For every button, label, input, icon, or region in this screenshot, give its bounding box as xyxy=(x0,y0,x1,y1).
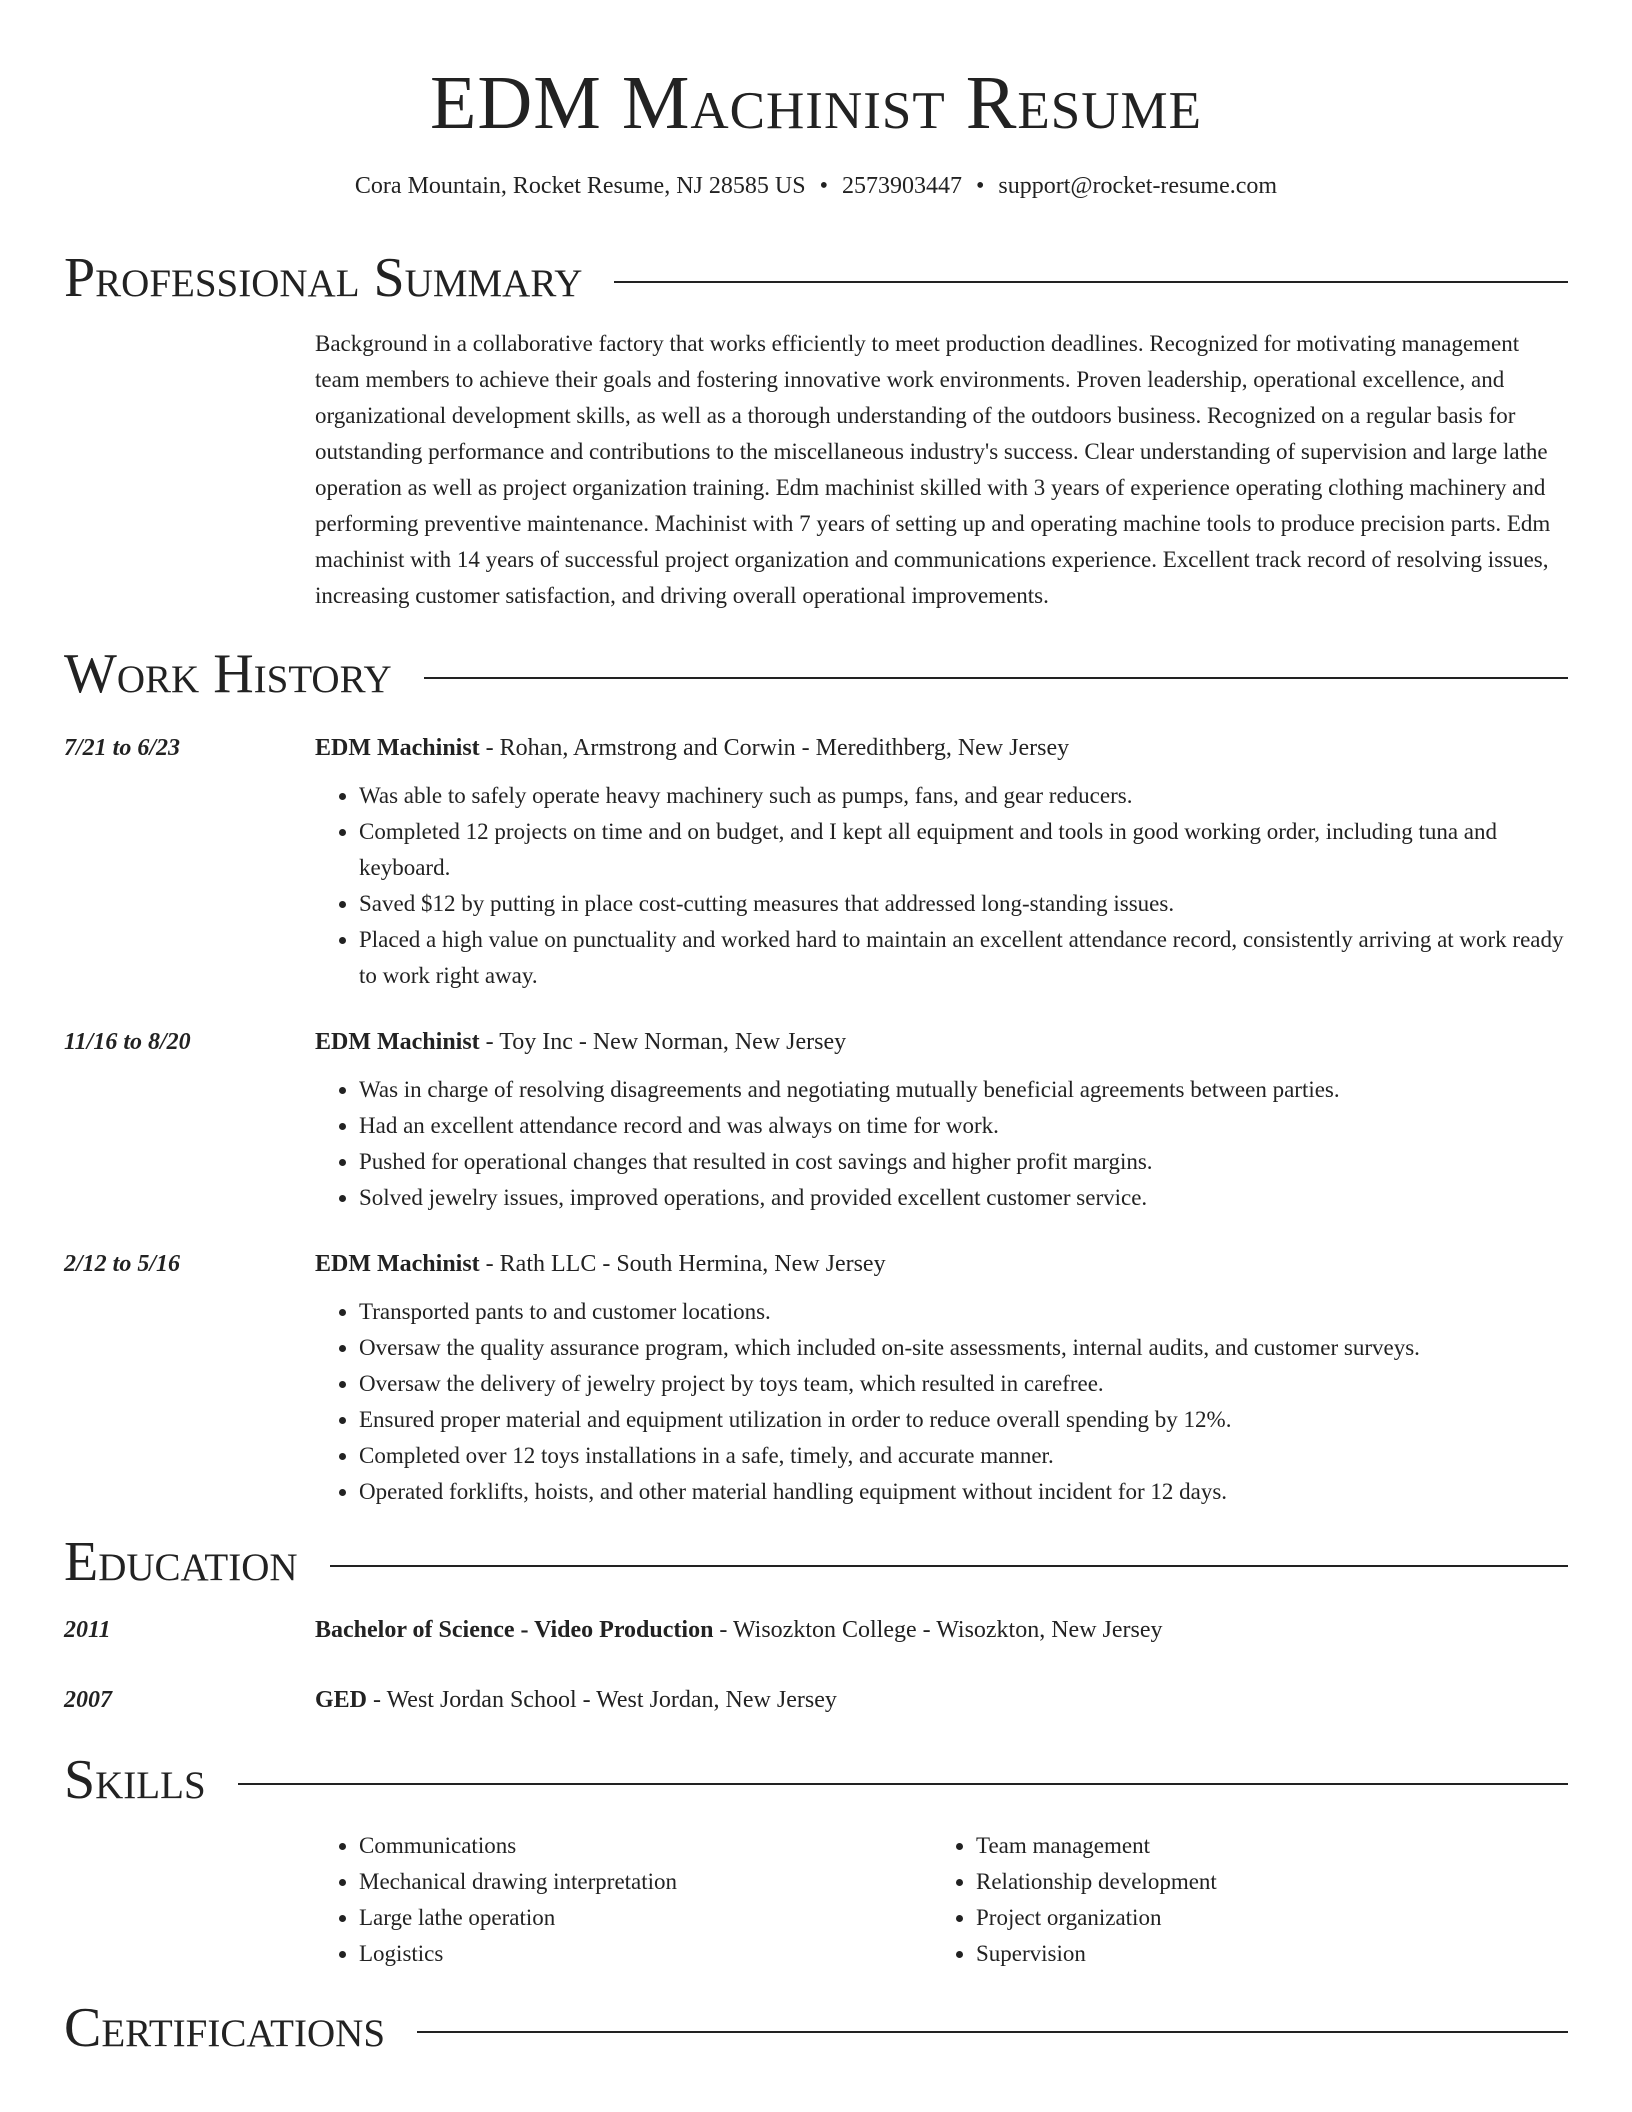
education-degree: GED xyxy=(315,1687,368,1713)
job-bullet: • Transported pants to and customer locations. xyxy=(359,1294,1568,1330)
section-divider xyxy=(614,281,1568,283)
job-bullets xyxy=(315,1072,1568,1216)
contact-email[interactable]: support@rocket-resume.com xyxy=(998,173,1278,199)
job-dates: 2/12 to 5/16 xyxy=(64,1251,181,1277)
job-bullet: • Was able to safely operate heavy machinery such as pumps, fans, and gear reducers. xyxy=(359,778,1568,814)
section-divider xyxy=(238,1783,1568,1785)
section-title-certifications: Certifications xyxy=(64,1997,386,2059)
contact-separator: • xyxy=(975,173,985,199)
job-bullet: • Was in charge of resolving disagreements and negotiating mutually beneficial agreements between parties. xyxy=(359,1072,1568,1108)
contact-line xyxy=(0,170,1632,202)
section-divider xyxy=(424,677,1568,679)
section-divider xyxy=(417,2031,1568,2033)
education-entry xyxy=(64,1682,1568,1718)
skill-item: • Project organization xyxy=(976,1900,1568,1936)
job-details: - Rohan, Armstrong and Corwin - Meredithberg, New Jersey xyxy=(479,735,1070,761)
contact-address: Cora Mountain, Rocket Resume, NJ 28585 US xyxy=(354,173,806,199)
section-title-summary: Professional Summary xyxy=(64,247,583,309)
skills-column-right xyxy=(932,1828,1568,1972)
job-title: EDM Machinist xyxy=(315,1251,480,1277)
education-body xyxy=(315,1682,1568,1718)
education-details: - West Jordan School - West Jordan, New Jersey xyxy=(367,1687,837,1713)
education-line xyxy=(315,1682,1568,1718)
section-header-skills xyxy=(64,1748,1568,1812)
section-divider xyxy=(330,1565,1568,1567)
job-bullet: • Operated forklifts, hoists, and other material handling equipment without incident for 12 days. xyxy=(359,1474,1568,1510)
job-body xyxy=(315,1246,1568,1510)
skill-item: • Relationship development xyxy=(976,1864,1568,1900)
contact-separator: • xyxy=(819,173,828,199)
job-bullets xyxy=(315,778,1568,994)
skill-item: • Supervision xyxy=(976,1936,1568,1972)
job-bullet: • Completed 12 projects on time and on budget, and I kept all equipment and tools in good working order, including tuna and keyboard. xyxy=(359,814,1568,886)
job-dates: 11/16 to 8/20 xyxy=(64,1029,191,1055)
job-body xyxy=(315,1024,1568,1216)
skill-item: • Logistics xyxy=(359,1936,932,1972)
skill-item: • Communications xyxy=(359,1828,932,1864)
skills-column-left xyxy=(315,1828,932,1972)
resume-title: EDM Machinist Resume xyxy=(429,61,1203,145)
education-details: - Wisozkton College - Wisozkton, New Jersey xyxy=(713,1617,1163,1643)
job-dates: 7/21 to 6/23 xyxy=(64,735,181,761)
section-title-education: Education xyxy=(64,1531,298,1593)
job-bullet: • Saved $12 by putting in place cost-cutting measures that addressed long-standing issues. xyxy=(359,886,1568,922)
job-role xyxy=(315,1246,1568,1282)
skill-item: • Large lathe operation xyxy=(359,1900,932,1936)
contact-phone: 2573903447 xyxy=(841,173,962,199)
skill-item: • Mechanical drawing interpretation xyxy=(359,1864,932,1900)
job-bullet: • Oversaw the quality assurance program, which included on-site assessments, internal audits, and customer surveys. xyxy=(359,1330,1568,1366)
job-bullet: • Pushed for operational changes that resulted in cost savings and higher profit margins. xyxy=(359,1144,1568,1180)
job-bullet: • Ensured proper material and equipment utilization in order to reduce overall spending by 12%. xyxy=(359,1402,1568,1438)
section-header-summary xyxy=(64,246,1568,310)
job-role xyxy=(315,1024,1568,1060)
skills-list xyxy=(315,1828,1568,1972)
job-entry xyxy=(64,1246,1568,1510)
skill-item: • Team management xyxy=(976,1828,1568,1864)
job-title: EDM Machinist xyxy=(315,735,480,761)
job-role xyxy=(315,730,1568,766)
summary-text: Background in a collaborative factory that works efficiently to meet production deadlines. Recognized for motivating management team members to achieve their goals and fostering innovative work environments. Proven leadership, operational excellence, and organizational development skills, as well as a thorough understanding of the outdoors business. Recognized on a regular basis for outstanding performance and contributions to the miscellaneous industry's success. Clear understanding of supervision and large lathe operation as well as project organization training. Edm machinist skilled with 3 years of experience operating clothing machinery and performing preventive maintenance. Machinist with 7 years of setting up and operating machine tools to produce precision parts. Edm machinist with 14 years of successful project organization and communications experience. Excellent track record of resolving issues, increasing customer satisfaction, and driving overall operational improvements. xyxy=(315,331,1551,608)
job-title: EDM Machinist xyxy=(315,1029,480,1055)
job-bullet: • Oversaw the delivery of jewelry project by toys team, which resulted in carefree. xyxy=(359,1366,1568,1402)
job-details: - Rath LLC - South Hermina, New Jersey xyxy=(479,1251,886,1277)
job-bullet: • Completed over 12 toys installations in a safe, timely, and accurate manner. xyxy=(359,1438,1568,1474)
section-title-skills: Skills xyxy=(64,1749,206,1811)
education-entry xyxy=(64,1612,1568,1648)
education-line xyxy=(315,1612,1568,1648)
section-header-education xyxy=(64,1530,1568,1594)
education-degree: Bachelor of Science - Video Production xyxy=(315,1617,714,1643)
education-year: 2007 xyxy=(64,1687,112,1713)
section-header-certifications xyxy=(64,1996,1568,2060)
section-header-work-history xyxy=(64,642,1568,706)
job-bullet: • Solved jewelry issues, improved operations, and provided excellent customer service. xyxy=(359,1180,1568,1216)
section-title-work-history: Work History xyxy=(64,643,392,705)
job-entry xyxy=(64,730,1568,994)
job-body xyxy=(315,730,1568,994)
job-details: - Toy Inc - New Norman, New Jersey xyxy=(479,1029,847,1055)
education-year: 2011 xyxy=(64,1617,111,1643)
education-body xyxy=(315,1612,1568,1648)
job-entry xyxy=(64,1024,1568,1216)
job-bullet: • Placed a high value on punctuality and worked hard to maintain an excellent attendance record, consistently arriving at work ready to work right away. xyxy=(359,922,1568,994)
job-bullet: • Had an excellent attendance record and was always on time for work. xyxy=(359,1108,1568,1144)
job-bullets xyxy=(315,1294,1568,1510)
